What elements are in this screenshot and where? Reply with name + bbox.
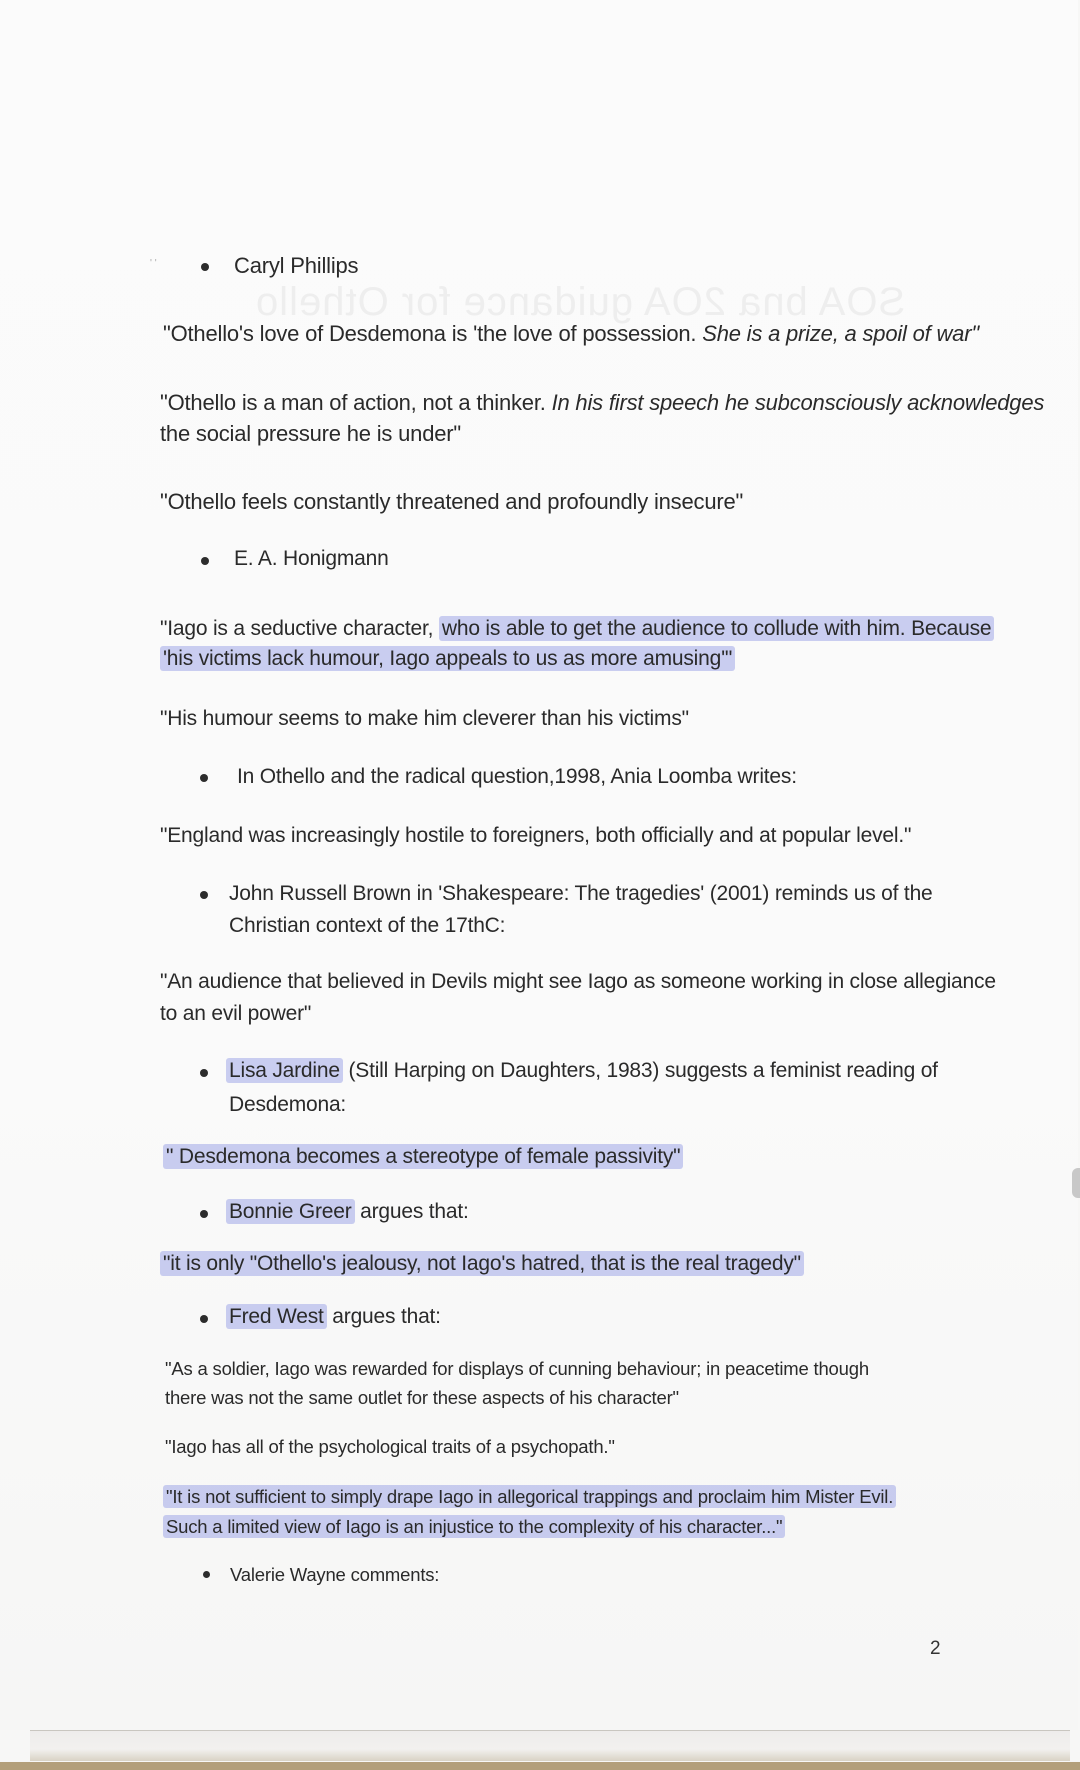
quote-text: "Othello is a man of action, not a thinker. [160, 390, 552, 415]
bullet-icon [200, 1315, 208, 1323]
critic-caryl-phillips: Caryl Phillips [234, 253, 359, 278]
highlighted-text: "It is not sufficient to simply drape Iago in allegorical trappings and proclaim him Mister Evil. [163, 1485, 896, 1508]
quote-line: there was not the same outlet for these aspects of his character" [165, 1387, 679, 1408]
critic-loomba: In Othello and the radical question,1998, Ania Loomba writes: [237, 765, 797, 788]
bullet-icon [203, 1571, 210, 1578]
bullet-icon [200, 1069, 208, 1077]
quote-line [160, 389, 1044, 417]
critic-west [226, 1303, 441, 1331]
bullet-icon [200, 1210, 208, 1218]
quote-line [160, 1250, 804, 1278]
highlighted-text: Lisa Jardine [226, 1058, 343, 1083]
critic-greer [226, 1198, 469, 1226]
critic-jardine-cont: Desdemona: [229, 1093, 347, 1116]
highlighted-text: " Desdemona becomes a stereotype of female passivity" [163, 1144, 683, 1169]
quote-line: "Iago has all of the psychological traits of a psychopath." [165, 1436, 615, 1457]
bleed-through-text: SOA bna 2OA guidance for Othello [255, 280, 906, 324]
quote-line [160, 615, 994, 643]
desk-surface [0, 1762, 1080, 1770]
quote-line: "Othello feels constantly threatened and profoundly insecure" [160, 489, 744, 514]
critic-detail: (Still Harping on Daughters, 1983) suggests a feminist reading of [342, 1059, 938, 1082]
quote-text: "Iago is a seductive character, [160, 617, 439, 640]
quote-line [163, 1513, 785, 1541]
paper-clip-edge [1072, 1168, 1080, 1198]
stray-mark: ' ' [150, 258, 157, 269]
quote-line: "An audience that believed in Devils might see Iago as someone working in close allegiance [160, 970, 996, 993]
bullet-icon [201, 263, 209, 271]
critic-honigmann: E. A. Honigmann [234, 547, 389, 570]
quote-line: the social pressure he is under" [160, 421, 462, 446]
critic-russell-brown-cont: Christian context of the 17thC: [229, 914, 506, 937]
page-bottom-edge [30, 1730, 1070, 1761]
quote-line: "As a soldier, Iago was rewarded for displays of cunning behaviour; in peacetime though [165, 1358, 869, 1379]
quote-line: to an evil power" [160, 1002, 312, 1025]
quote-line [163, 1143, 683, 1171]
critic-jardine [226, 1057, 938, 1085]
bullet-icon [201, 557, 209, 565]
critic-wayne: Valerie Wayne comments: [230, 1564, 440, 1585]
highlighted-text: "it is only "Othello's jealousy, not Iago's hatred, that is the real tragedy" [160, 1251, 804, 1276]
quote-text-italic: In his first speech he subconsciously acknowledges [551, 390, 1045, 415]
highlighted-text: who is able to get the audience to collude with him. Because [439, 616, 995, 641]
bullet-icon [200, 774, 208, 782]
quote-text-italic: She is a prize, a spoil of war" [702, 321, 979, 346]
quote-line [163, 320, 979, 348]
quote-line [160, 645, 735, 673]
page-number: 2 [930, 1638, 941, 1659]
quote-line: "England was increasingly hostile to foreigners, both officially and at popular level." [160, 824, 912, 847]
highlighted-text: Bonnie Greer [226, 1199, 355, 1224]
quote-line [163, 1483, 896, 1511]
highlighted-text: 'his victims lack humour, Iago appeals to us as more amusing'" [160, 646, 735, 671]
highlighted-text: Such a limited view of Iago is an injustice to the complexity of his character..." [163, 1515, 785, 1538]
quote-text: "Othello's love of Desdemona is 'the love of possession. [163, 321, 703, 346]
critic-detail: argues that: [354, 1200, 469, 1223]
quote-line: "His humour seems to make him cleverer than his victims" [160, 707, 689, 730]
critic-detail: argues that: [326, 1305, 441, 1328]
highlighted-text: Fred West [226, 1304, 327, 1329]
bullet-icon [200, 891, 208, 899]
critic-russell-brown: John Russell Brown in 'Shakespeare: The tragedies' (2001) reminds us of the [229, 882, 933, 905]
